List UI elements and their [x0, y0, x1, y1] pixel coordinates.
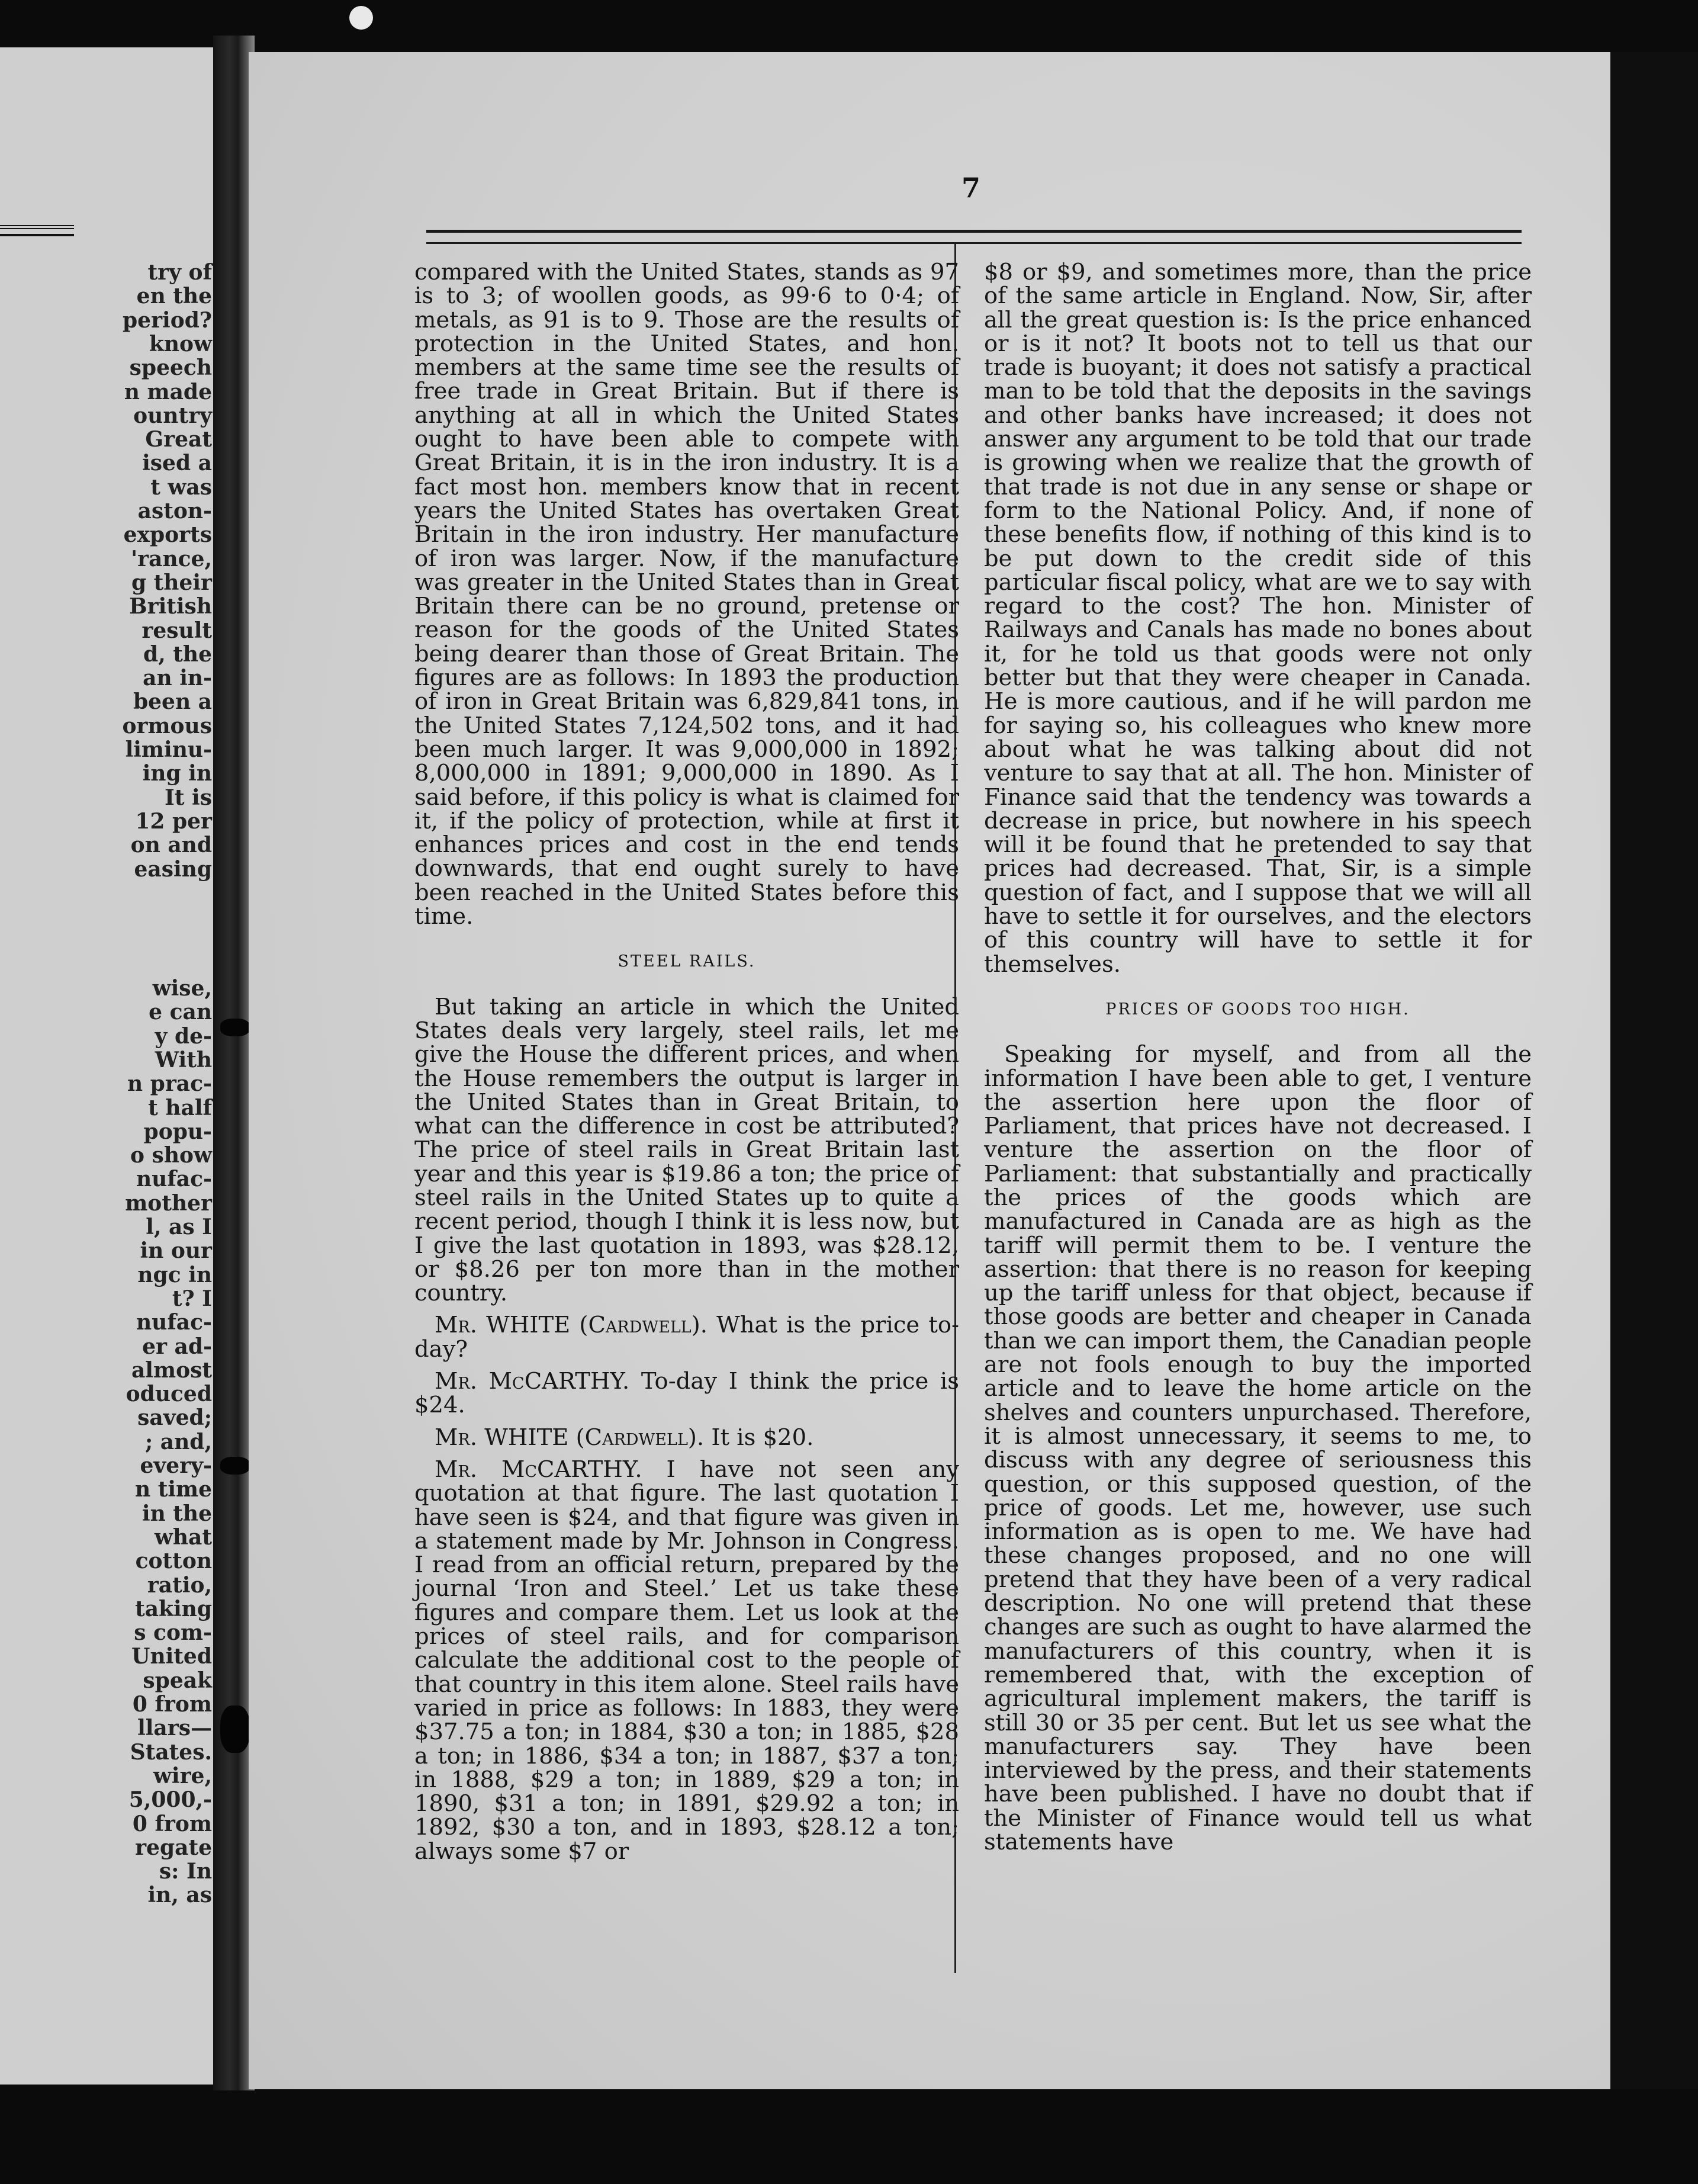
paragraph: $8 or $9, and sometimes more, than the price of the same article in England. Now, Sir, after all the great question is: Is the price enhanced or is it not? It boots not to tell us that our trade is buoyant; it does not satisfy a practical man to be told that the deposits in the savings and other banks have increased; it does not answer any argument to be told that our trade is growing when we realize that the growth of that trade is not due in any sense or shape or form to the National Policy. And, if none of these benefits flow, if nothing of this kind is to be put down to the credit side of this particular fiscal policy, what are we to say with regard to the cost? The hon. Minister of Railways and Canals has made no bones about it, for he told us that goods were not only better but that they were cheaper in Canada. He is more cautious, and if he will pardon me for saying so, his colleagues who knew more about what he was talking about did not venture to say that at all. The hon. Minister of Finance said that the tendency was towards a decrease in price, but nowhere in his speech will it be found that he pretended to say that prices had decreased. That, Sir, is a simple question of fact, and I suppose that we will all have to settle it for ourselves, and the electors of this country will have to settle it for themselves. — [984, 259, 1532, 978]
facing-page-line: l, as I — [146, 1215, 212, 1239]
scan-border — [1610, 52, 1698, 2089]
speech-text: I have not seen any quotation at that figure. The last quotation I have seen is $24, and that figure was given in a statement made by Mr. Johnson in Congress. I read from an official return, prepared by the journal ‘Iron and Steel.’ Let us take these figures and compare them. Let us look at the prices of steel rails, and for comparison calculate the additional cost to the people of that country in this item alone. Steel rails have varied in price as follows: In 1883, they were $37.75 a ton; in 1884, $30 a ton; in 1885, $28 a ton; in 1886, $34 a ton; in 1887, $37 a ton; in 1888, $29 a ton; in 1889, $29 a ton; in 1890, $31 a ton; in 1891, $29.92 a ton; in 1892, $30 a ton, and in 1893, $28.12 a ton; always some $7 or — [414, 1456, 959, 1865]
facing-page-line: s com- — [134, 1620, 212, 1646]
facing-page-line: n prac- — [127, 1071, 212, 1097]
section-heading: STEEL RAILS. — [618, 952, 756, 971]
facing-page-line: wise, — [152, 976, 212, 1001]
left-column — [414, 261, 959, 1872]
facing-page-line: States. — [130, 1739, 212, 1765]
facing-page-line: ing in — [142, 761, 212, 786]
scan-speck — [349, 6, 373, 30]
facing-page-line: speak — [143, 1668, 212, 1693]
facing-page-line: y de- — [155, 1023, 212, 1049]
facing-page-line: ountry — [133, 403, 212, 428]
facing-page-line: n time — [134, 1477, 212, 1502]
facing-page-line: 0 from — [132, 1811, 212, 1836]
facing-page-line: liminu- — [125, 737, 212, 762]
facing-page-line: It is — [165, 785, 212, 810]
speaker-name: Mr. McCARTHY. — [435, 1368, 630, 1395]
facing-page-line: an in- — [143, 666, 212, 691]
facing-page-line: aston- — [137, 499, 212, 523]
speech-text: What is the price to-day? — [414, 1312, 960, 1363]
facing-page-line: what — [154, 1524, 212, 1550]
right-column — [984, 261, 1532, 1862]
paragraph: But taking an article in which the United States deals very largely, steel rails, let me give the House the different prices, and when the House remembers the output is larger in the United States than in Great Britain, to what can the difference in cost be attributed? The price of steel rails in Great Britain last year and this year is $19.86 a ton; the price of steel rails in the United States up to quite a recent period, though I think it is less now, but I give the last quotation in 1893, was $28.12, or $8.26 per ton more than in the mother country. — [414, 993, 959, 1307]
facing-page-line: er ad- — [142, 1334, 212, 1359]
speaker-name: Mr. WHITE (Cardwell). — [435, 1424, 705, 1451]
speech-text: It is $20. — [711, 1424, 814, 1451]
facing-page-line: With — [155, 1047, 212, 1072]
facing-page-line: saved; — [137, 1405, 212, 1431]
facing-page-line: cotton — [135, 1549, 212, 1574]
facing-page-line: nufac- — [136, 1167, 212, 1192]
facing-page-line: t half — [148, 1095, 212, 1120]
speech-paragraph — [414, 1313, 959, 1361]
paragraph: Speaking for myself, and from all the information I have been able to get, I venture the assertion here upon the floor of Parliament, that prices have not decreased. I venture the assertion on the floor of Parliament: that substantially and practically the prices of the goods which are manufactured in Canada are as high as the tariff will permit them to be. I venture the assertion: that there is no reason for keeping up the tariff unless for that object, because if those goods are better and cheaper in Canada than we can import them, the Canadian people are not fools enough to buy the imported article and to leave the home article on the shelves and counters unpurchased. Therefore, it is almost unnecessary, it seems to me, to discuss with any degree of seriousness this question, or this supposed question, of the price of goods. Let me, however, use such information as is open to me. We have had these changes proposed, and no one will pretend that they have been of a very radical description. No one will pretend that these changes are such as ought to have alarmed the manufacturers of this country, when it is remembered that, with the exception of agricultural implement makers, the tariff is still 30 or 35 per cent. But let us see what the manufacturers say. They have been interviewed by the press, and their statements have been published. I have no doubt that if the Minister of Finance would tell us what statements have — [984, 1041, 1532, 1855]
facing-page-line: exports — [123, 522, 212, 548]
facing-page-line: e can — [149, 1000, 212, 1025]
facing-page-line: ised a — [142, 451, 212, 476]
facing-page-line: mother — [125, 1190, 212, 1216]
facing-page-line: speech — [129, 355, 212, 381]
facing-page-line: 12 per — [135, 808, 212, 834]
section-heading: PRICES OF GOODS TOO HIGH. — [1105, 1000, 1410, 1019]
facing-page-line: llars— — [137, 1716, 212, 1741]
facing-page-line: ormous — [122, 713, 212, 738]
facing-page-line: taking — [135, 1596, 212, 1621]
facing-page-line: o show — [130, 1143, 212, 1168]
facing-page-line: British — [129, 594, 212, 619]
speech-text: To-day I think the price is $24. — [414, 1368, 959, 1419]
facing-page-line: n made — [124, 379, 212, 404]
facing-page-line: easing — [134, 856, 212, 882]
facing-page-line: in our — [140, 1238, 212, 1264]
facing-page-line: been a — [133, 689, 212, 715]
paragraph: compared with the United States, stands as 97 is to 3; of woollen goods, as 99·6 to 0·4; of metals, as 91 is to 9. Those are the results of protection in the United States, and hon. members at the same time see the results of free trade in Great Britain. But if there is anything at all in which the United States ought to have been able to compete with Great Britain, it is in the iron industry. It is a fact most hon. members know that in recent years the United States has overtaken Great Britain in the iron industry. Her manufacture of iron was larger. Now, if the manufacture was greater in the United States than in Great Britain there can be no ground, pretense or reason for the goods of the United States being dearer than those of Great Britain. The figures are as follows: In 1893 the production of iron in Great Britain was 6,829,841 tons, in the United States 7,124,502 tons, and it had been much larger. It was 9,000,000 in 1892; 8,000,000 in 1891; 9,000,000 in 1890. As I said before, if this policy is what is claimed for it, if the policy of protection, while at first it enhances prices and cost in the end tends downwards, that end ought surely to have been reached in the United States before this time. — [414, 259, 959, 930]
speaker-name: Mr. McCARTHY. — [435, 1456, 642, 1483]
facing-page-line: wire, — [153, 1763, 212, 1788]
facing-page-fragment — [0, 47, 219, 2085]
facing-page-line: period? — [123, 307, 212, 333]
facing-page-line: 'rance, — [131, 546, 212, 571]
binding-thread — [220, 1457, 250, 1475]
facing-page-line: t was — [150, 474, 212, 500]
facing-page-line: ratio, — [147, 1572, 212, 1598]
facing-page-rule — [0, 225, 74, 236]
facing-page-line: g their — [131, 570, 212, 595]
facing-page-line: almost — [131, 1357, 212, 1383]
page-number: 7 — [961, 172, 980, 204]
facing-page-line: regate — [135, 1835, 212, 1860]
facing-page-line: nufac- — [136, 1310, 212, 1335]
facing-page-line: know — [149, 331, 212, 356]
facing-page-line: Great — [145, 427, 212, 452]
binding-thread — [220, 1019, 250, 1036]
facing-page-line: on and — [130, 833, 212, 858]
facing-page-line: s: In — [159, 1859, 212, 1884]
facing-page-line: d, the — [143, 641, 212, 667]
facing-page-line: try of — [147, 260, 212, 285]
facing-page-line: en the — [136, 284, 212, 309]
header-rule — [426, 230, 1522, 244]
facing-page-line: 0 from — [132, 1692, 212, 1717]
facing-page-line: in, as — [147, 1883, 212, 1908]
facing-page-line: t? I — [172, 1286, 212, 1311]
speech-paragraph — [414, 1370, 959, 1418]
facing-page-line: ngc in — [137, 1262, 212, 1287]
facing-page-line: United — [131, 1644, 212, 1669]
facing-page-line: in the — [142, 1501, 212, 1526]
speech-paragraph — [414, 1458, 959, 1864]
facing-page-line: oduced — [126, 1382, 212, 1407]
facing-page-line: every- — [140, 1453, 212, 1478]
binding-thread — [220, 1706, 250, 1753]
facing-page-line: result — [142, 618, 212, 643]
facing-page-line: popu- — [143, 1119, 212, 1144]
speech-paragraph — [414, 1426, 959, 1450]
facing-page-line: 5,000,- — [128, 1787, 212, 1813]
speaker-name: Mr. WHITE (Cardwell). — [435, 1312, 708, 1339]
facing-page-line: ; and, — [144, 1429, 212, 1454]
